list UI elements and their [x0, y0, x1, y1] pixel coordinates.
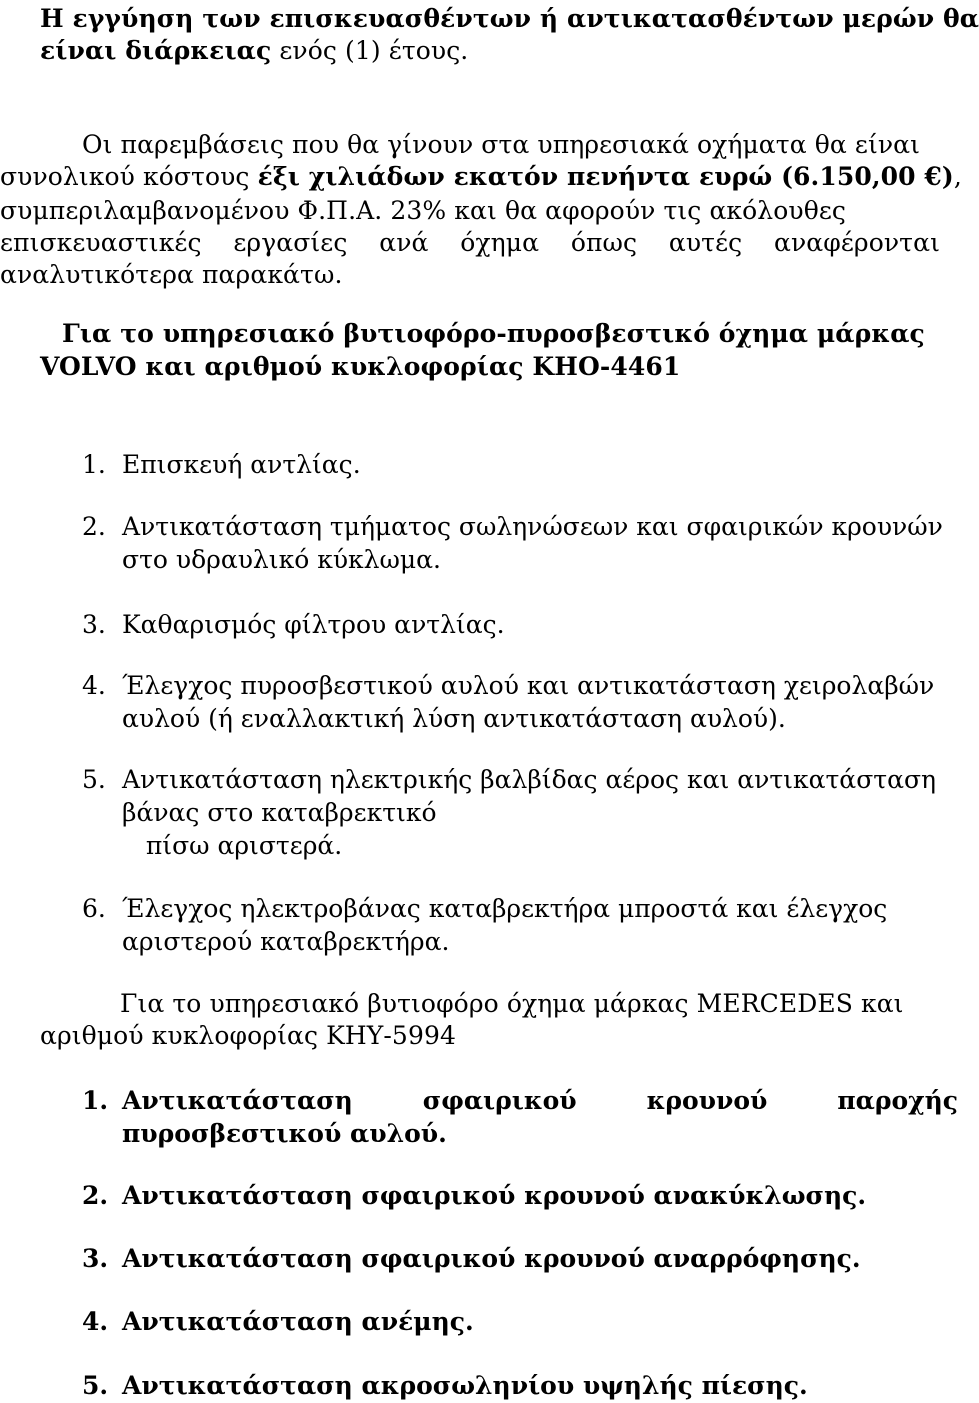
item-number: 4.	[82, 671, 106, 700]
item-text: Αντικατάσταση ηλεκτρικής βαλβίδας αέρος και αντικατάσταση	[122, 765, 937, 794]
item-word: κρουνού	[646, 1086, 768, 1115]
item-text: Αντικατάσταση ανέμης.	[122, 1307, 474, 1336]
item-number: 3.	[82, 610, 106, 639]
item-text: Αντικατάσταση σφαιρικού κρουνού αναρρόφησης.	[122, 1244, 861, 1273]
volvo-heading-line-2: VOLVO και αριθμού κυκλοφορίας ΚΗΟ-4461	[40, 352, 681, 381]
cost-word: όχημα	[460, 228, 540, 257]
cost-line-2	[0, 161, 962, 193]
item-number: 5.	[82, 1371, 109, 1400]
item-number: 2.	[82, 512, 106, 541]
item-text: Καθαρισμός φίλτρου αντλίας.	[122, 610, 505, 639]
cost-word: αυτές	[668, 228, 743, 257]
volvo-heading-line-1: Για το υπηρεσιακό βυτιοφόρο-πυροσβεστικό όχημα μάρκας	[62, 319, 925, 348]
warranty-duration-label: είναι διάρκειας	[40, 36, 272, 65]
mercedes-heading-line-1: Για το υπηρεσιακό βυτιοφόρο όχημα μάρκας MERCEDES και	[120, 989, 904, 1018]
cost-word: όπως	[570, 228, 638, 257]
item-text: Αντικατάσταση σφαιρικού κρουνού ανακύκλωσης.	[122, 1181, 867, 1210]
item-word: Αντικατάσταση	[122, 1086, 353, 1115]
item-text: αυλού (ή εναλλακτική λύση αντικατάσταση αυλού).	[122, 704, 786, 733]
item-text: βάνας στο καταβρεκτικό	[122, 798, 437, 827]
cost-amount: έξι χιλιάδων εκατόν πενήντα ευρώ (6.150,00 €)	[257, 162, 954, 191]
cost-word: αναφέρονται	[774, 228, 940, 257]
item-number: 4.	[82, 1307, 109, 1336]
item-text: Επισκευή αντλίας.	[122, 450, 361, 479]
item-text: πυροσβεστικού αυλού.	[122, 1119, 447, 1148]
item-word: σφαιρικού	[422, 1086, 577, 1115]
item-text: Έλεγχος ηλεκτροβάνας καταβρεκτήρα μπροστά και έλεγχος	[122, 894, 888, 923]
mercedes-heading-line-2: αριθμού κυκλοφορίας ΚΗΥ-5994	[40, 1021, 456, 1050]
cost-line-3: συμπεριλαμβανομένου Φ.Π.Α. 23% και θα αφορούν τις ακόλουθες	[0, 196, 846, 225]
cost-line-4	[0, 227, 940, 259]
item-text	[122, 1085, 958, 1117]
cost-line-1: Οι παρεμβάσεις που θα γίνουν στα υπηρεσιακά οχήματα θα είναι	[82, 130, 921, 159]
cost-word: ανά	[379, 228, 429, 257]
cost-word: εργασίες	[233, 228, 348, 257]
item-text: Αντικατάσταση τμήματος σωληνώσεων και σφαιρικών κρουνών	[122, 512, 943, 541]
item-number: 5.	[82, 765, 106, 794]
warranty-duration-value: ενός (1) έτους.	[271, 36, 469, 65]
item-number: 2.	[82, 1181, 109, 1210]
warranty-line-1: Η εγγύηση των επισκευασθέντων ή αντικατασθέντων μερών θα	[40, 4, 979, 33]
cost-line-2-post: ,	[953, 162, 962, 191]
item-number: 3.	[82, 1244, 109, 1273]
item-text: αριστερού καταβρεκτήρα.	[122, 927, 450, 956]
item-number: 1.	[82, 1086, 109, 1115]
item-number: 1.	[82, 450, 106, 479]
warranty-line-2	[40, 35, 468, 67]
item-number: 6.	[82, 894, 106, 923]
item-word: παροχής	[837, 1086, 958, 1115]
cost-line-5: αναλυτικότερα παρακάτω.	[0, 260, 343, 289]
item-text: Αντικατάσταση ακροσωληνίου υψηλής πίεσης.	[122, 1371, 808, 1400]
item-text: πίσω αριστερά.	[122, 831, 343, 860]
item-text: στο υδραυλικό κύκλωμα.	[122, 545, 441, 574]
cost-line-2-pre: συνολικού κόστους	[0, 162, 258, 191]
cost-word: επισκευαστικές	[0, 228, 202, 257]
item-text: Έλεγχος πυροσβεστικού αυλού και αντικατάσταση χειρολαβών	[122, 671, 935, 700]
